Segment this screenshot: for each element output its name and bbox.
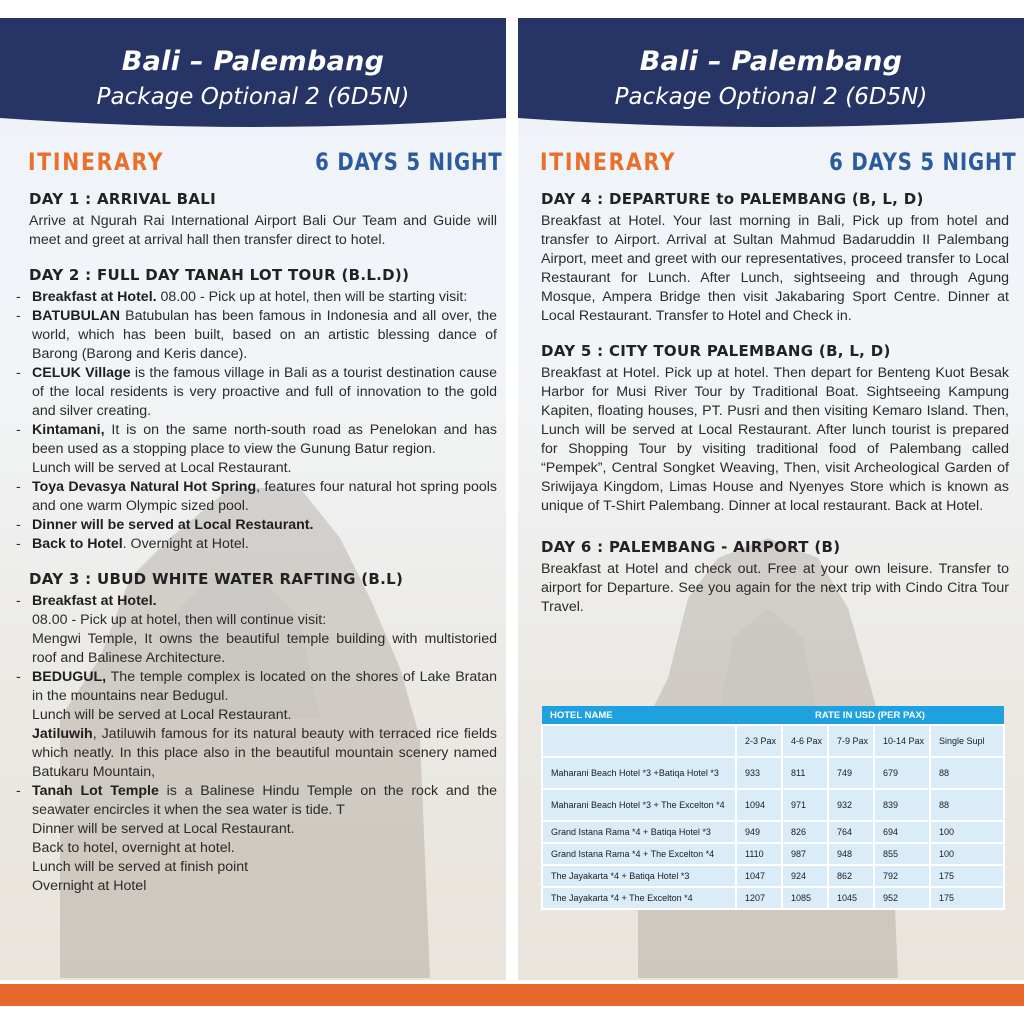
day-1-heading: DAY 1 : ARRIVAL BALI — [29, 190, 217, 208]
day-3-heading: DAY 3 : UBUD WHITE WATER RAFTING (B.L) — [29, 570, 404, 588]
left-page — [0, 18, 506, 980]
rate-cell: 694 — [874, 821, 930, 843]
rate-cell: 924 — [782, 865, 828, 887]
table-row — [542, 887, 1004, 909]
rate-cell: 971 — [782, 789, 828, 821]
rate-cell: 826 — [782, 821, 828, 843]
rate-cell: 855 — [874, 843, 930, 865]
hotel-name-cell: The Jayakarta *4 + The Excelton *4 — [542, 887, 736, 909]
rate-cell: 175 — [930, 865, 1004, 887]
rate-cell: 1207 — [736, 887, 782, 909]
table-row — [542, 821, 1004, 843]
list-item: - Breakfast at Hotel. — [16, 592, 497, 611]
list-item: Lunch will be served at finish point — [32, 859, 249, 875]
rate-cell: 862 — [828, 865, 874, 887]
table-row — [542, 757, 1004, 789]
rate-cell: 679 — [874, 757, 930, 789]
day-1-text: Arrive at Ngurah Rai International Airport Bali Our Team and Guide will meet and greet at arrival hall then transfer direct to hotel. — [29, 213, 497, 248]
rate-cell: 88 — [930, 789, 1004, 821]
list-item: 08.00 - Pick up at hotel, then will continue visit: — [32, 612, 327, 628]
list-item: - CELUK Village is the famous village in Bali as a tourist destination cause of the local residents is very proactive and full of innovation to the gold and silver creating. — [16, 364, 497, 421]
page-subtitle: Package Optional 2 (6D5N) — [96, 84, 410, 110]
rate-cell: 811 — [782, 757, 828, 789]
rate-cell: 952 — [874, 887, 930, 909]
rate-cell: 839 — [874, 789, 930, 821]
rate-cell: 100 — [930, 843, 1004, 865]
table-row — [542, 843, 1004, 865]
right-page — [518, 18, 1024, 980]
rate-cell: 749 — [828, 757, 874, 789]
column-header: 10-14 Pax — [874, 725, 930, 757]
rate-header: RATE IN USD (PER PAX) — [736, 706, 1004, 725]
right-itinerary-content — [541, 190, 1009, 617]
table-row — [542, 865, 1004, 887]
rate-cell: 1047 — [736, 865, 782, 887]
list-item: Lunch will be served at Local Restaurant. — [32, 707, 292, 723]
footer-bar — [0, 984, 1024, 1006]
rate-cell: 1094 — [736, 789, 782, 821]
left-itinerary-content — [29, 190, 497, 896]
page-subtitle: Package Optional 2 (6D5N) — [614, 84, 928, 110]
page-header — [0, 18, 506, 136]
list-item: Overnight at Hotel — [32, 878, 147, 894]
hotel-name-cell: Maharani Beach Hotel *3 + The Excelton *4 — [542, 789, 736, 821]
day-4-text: Breakfast at Hotel. Your last morning in Bali, Pick up from hotel and transfer to Airport. Arrival at Sultan Mahmud Badaruddin II Palembang Airport, meet and greet with our representatives, proceed transfer to Local Restaurant for Lunch. After Lunch, sightseeing and through Agung Mosque, Ampera Bridge then visit Jakabaring Sport Centre. Dinner at Local Restaurant. Transfer to Hotel and Check in. — [541, 213, 1009, 324]
day-3-list — [16, 592, 497, 896]
rates-table — [541, 706, 1005, 910]
rate-cell: 100 — [930, 821, 1004, 843]
table-row — [542, 789, 1004, 821]
itinerary-label: ITINERARY — [540, 148, 677, 176]
day-4-heading: DAY 4 : DEPARTURE to PALEMBANG (B, L, D) — [541, 190, 924, 208]
list-item: - Breakfast at Hotel. 08.00 - Pick up at hotel, then will be starting visit: — [16, 288, 497, 307]
list-item: Dinner will be served at Local Restaurant. — [32, 821, 295, 837]
rate-cell: 1045 — [828, 887, 874, 909]
day-6-heading: DAY 6 : PALEMBANG - AIRPORT (B) — [541, 538, 841, 556]
top-margin — [0, 0, 1024, 18]
list-item: - Toya Devasya Natural Hot Spring, features four natural hot spring pools and one warm Olympic sized pool. — [16, 478, 497, 516]
rate-cell: 1110 — [736, 843, 782, 865]
list-item: Mengwi Temple, It owns the beautiful temple building with multistoried roof and Balinese Architecture. — [32, 631, 497, 666]
hotel-name-cell: Maharani Beach Hotel *3 +Batiqa Hotel *3 — [542, 757, 736, 789]
column-header: 4-6 Pax — [782, 725, 828, 757]
rate-cell: 949 — [736, 821, 782, 843]
rate-cell: 1085 — [782, 887, 828, 909]
page-title: Bali – Palembang — [639, 46, 903, 77]
list-item: - Dinner will be served at Local Restaurant. — [16, 516, 497, 535]
column-header: 2-3 Pax — [736, 725, 782, 757]
page-header — [518, 18, 1024, 136]
day-2-heading: DAY 2 : FULL DAY TANAH LOT TOUR (B.L.D)) — [29, 266, 410, 284]
list-item: - Kintamani, It is on the same north-south road as Penelokan and has been used as a stopping place to view the Gunung Batur region. — [16, 421, 497, 459]
day-2-list — [16, 288, 497, 554]
day-5-heading: DAY 5 : CITY TOUR PALEMBANG (B, L, D) — [541, 342, 891, 360]
table-header-cell — [542, 725, 736, 757]
rate-cell: 948 — [828, 843, 874, 865]
rate-cell: 88 — [930, 757, 1004, 789]
itinerary-label: ITINERARY — [28, 148, 165, 176]
list-item: Back to hotel, overnight at hotel. — [32, 840, 235, 856]
page-title: Bali – Palembang — [121, 46, 385, 77]
list-item: Lunch will be served at Local Restaurant. — [32, 460, 292, 476]
rate-cell: 987 — [782, 843, 828, 865]
list-item: - Tanah Lot Temple is a Balinese Hindu Temple on the rock and the seawater encircles it when the sea water is tide. T — [16, 782, 497, 820]
duration-label: 6 DAYS 5 NIGHT — [828, 148, 1016, 176]
duration-label: 6 DAYS 5 NIGHT — [314, 148, 502, 176]
rate-cell: 932 — [828, 789, 874, 821]
list-item: - BATUBULAN Batubulan has been famous in Indonesia and all over, the world, which has been built, based on an artistic blessing dance of Barong (Barong and Keris dance). — [16, 307, 497, 364]
bottom-margin — [0, 1006, 1024, 1024]
list-item: - Back to Hotel. Overnight at Hotel. — [16, 535, 497, 554]
column-header: 7-9 Pax — [828, 725, 874, 757]
list-item: - BEDUGUL, The temple complex is located on the shores of Lake Bratan in the mountains near Bedugul. — [16, 668, 497, 706]
rate-cell: 764 — [828, 821, 874, 843]
column-header: Single Supl — [930, 725, 1004, 757]
rate-cell: 933 — [736, 757, 782, 789]
list-item: Jatiluwih, Jatiluwih famous for its natural beauty with terraced rice fields which neatly. In this place also in the beautiful mountain scenery named Batukaru Mountain, — [32, 726, 497, 780]
hotel-name-cell: Grand Istana Rama *4 + Batiqa Hotel *3 — [542, 821, 736, 843]
hotel-name-header: HOTEL NAME — [542, 706, 736, 725]
rate-cell: 792 — [874, 865, 930, 887]
day-5-text: Breakfast at Hotel. Pick up at hotel. Then depart for Benteng Kuot Besak Harbor for Musi River Tour by Traditional Boat. Sightseeing Kampung Kapiten, floating houses, PT. Pusri and then visiting Kemaro Island. Then, Lunch will be served at Local Restaurant. After lunch tourist is prepared for Shopping Tour by visiting traditional food of Palembang called “Pempek”, Central Songket Weaving, Then, visit Archeological Garden of Sriwijaya Kingdom, Limas House and Nyenyes Store which is known as unique of T-Shirt Palembang. Dinner at local restaurant. Back at Hotel. — [541, 365, 1009, 514]
rate-cell: 175 — [930, 887, 1004, 909]
hotel-name-cell: The Jayakarta *4 + Batiqa Hotel *3 — [542, 865, 736, 887]
hotel-name-cell: Grand Istana Rama *4 + The Excelton *4 — [542, 843, 736, 865]
day-6-text: Breakfast at Hotel and check out. Free at your own leisure. Transfer to airport for Departure. See you again for the next trip with Cindo Citra Tour Travel. — [541, 561, 1009, 615]
